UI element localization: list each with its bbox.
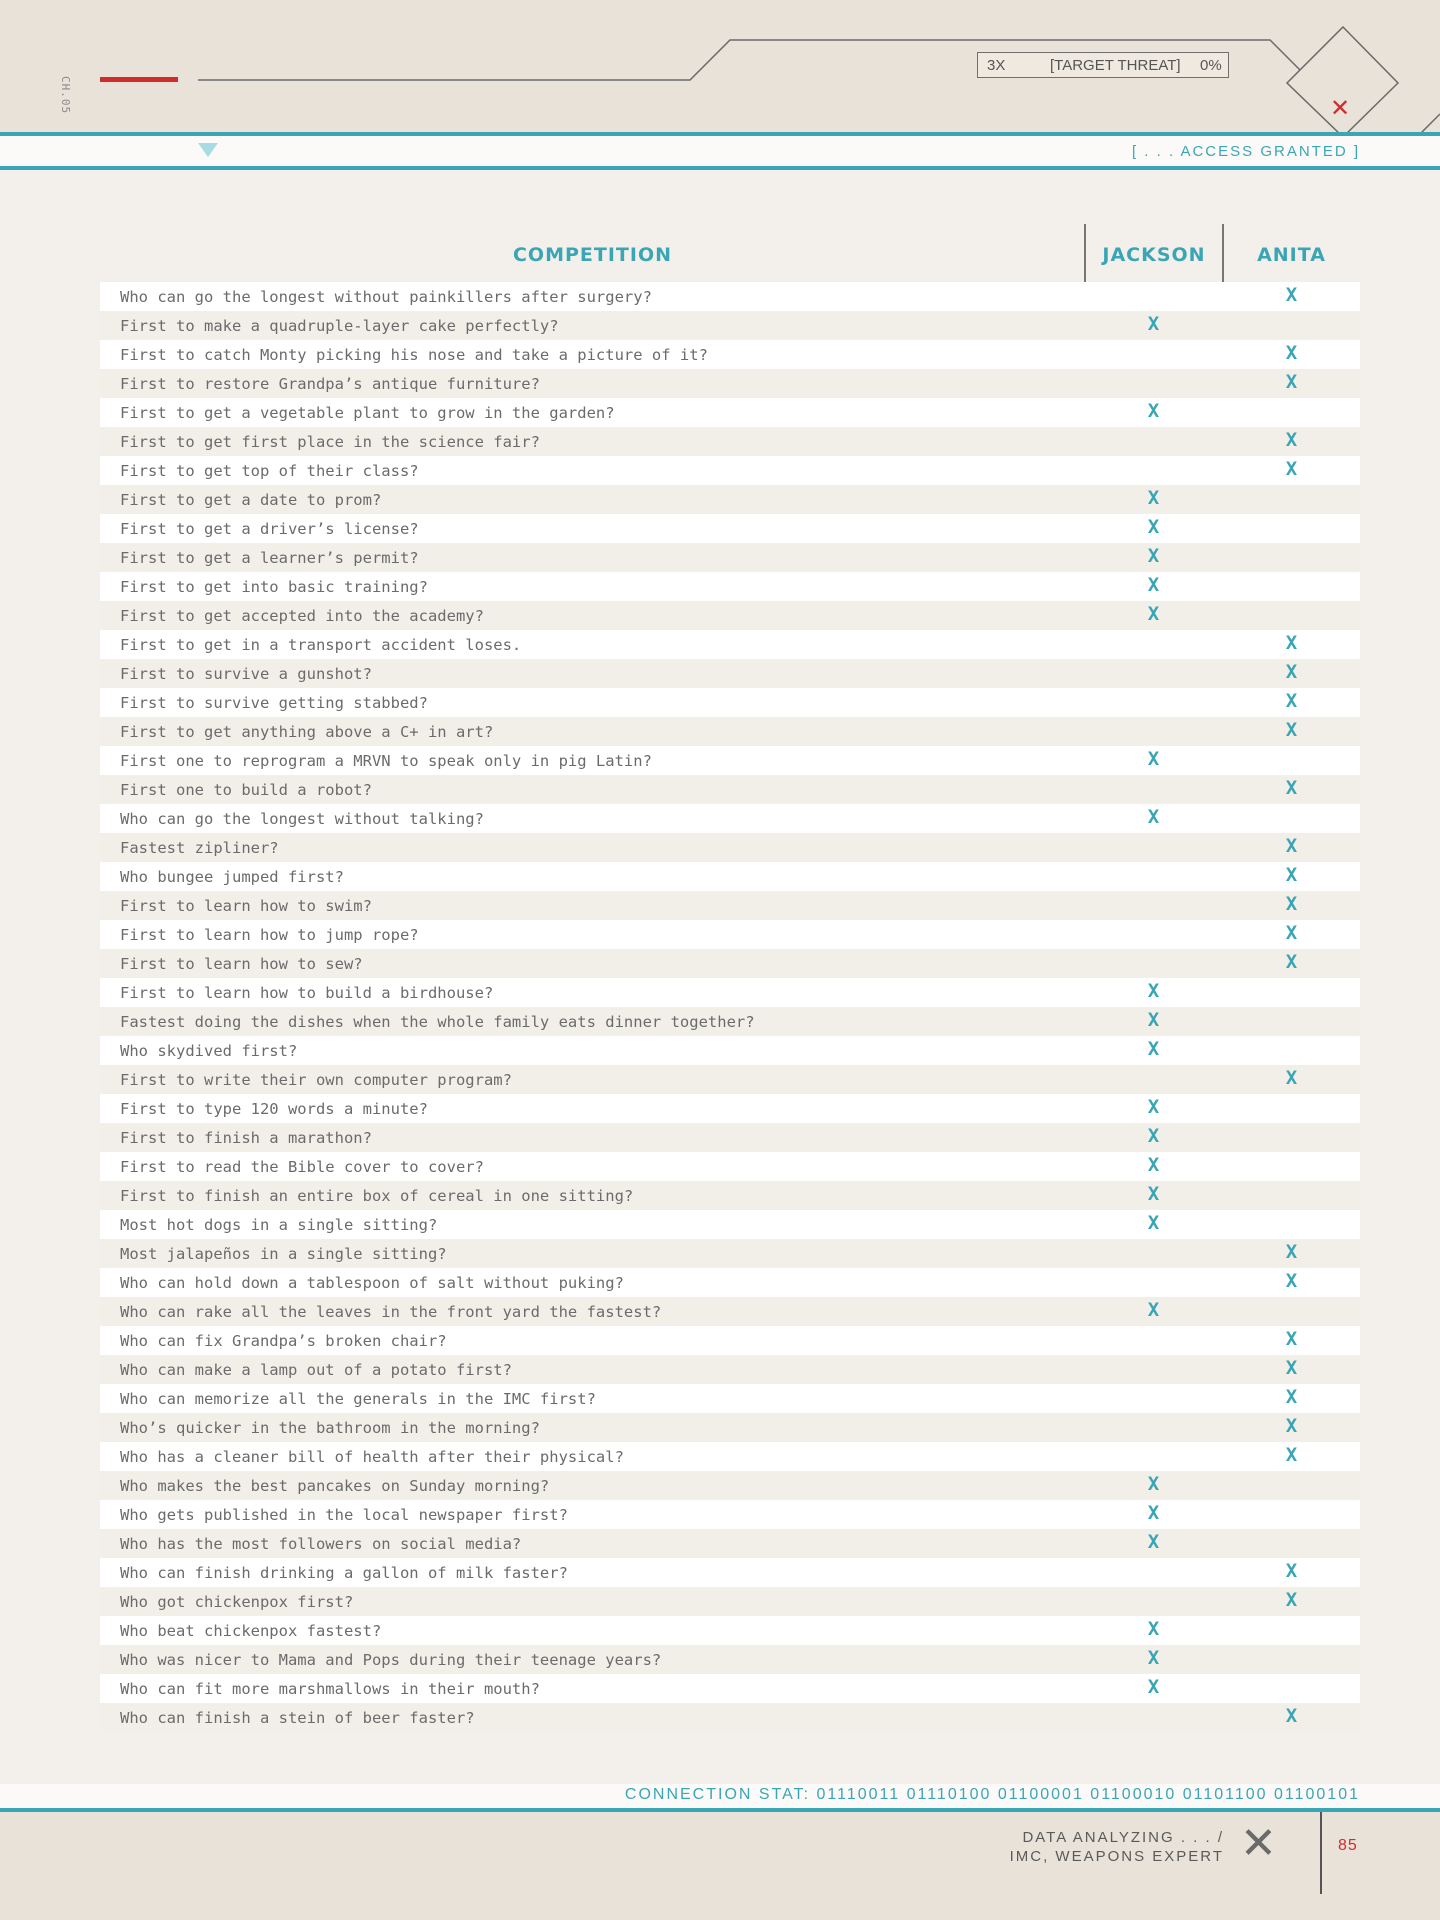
table-row [100, 862, 1360, 891]
competition-question: First to get a driver’s license? [120, 520, 419, 538]
table-row [100, 949, 1360, 978]
anita-mark: X [1285, 1444, 1298, 1466]
competition-question: First to read the Bible cover to cover? [120, 1158, 484, 1176]
competition-question: First one to reprogram a MRVN to speak only in pig Latin? [120, 752, 652, 770]
competition-question: Who can memorize all the generals in the IMC first? [120, 1390, 596, 1408]
accent-dash [100, 77, 178, 82]
anita-mark: X [1285, 1589, 1298, 1611]
footer-divider [1320, 1812, 1322, 1894]
table-row [100, 1442, 1360, 1471]
jackson-mark: X [1147, 1212, 1160, 1234]
anita-mark: X [1285, 1415, 1298, 1437]
table-row [100, 1384, 1360, 1413]
competition-question: First to write their own computer program? [120, 1071, 512, 1089]
anita-mark: X [1285, 893, 1298, 915]
table-row [100, 1500, 1360, 1529]
competition-question: First to get top of their class? [120, 462, 419, 480]
anita-mark: X [1285, 371, 1298, 393]
anita-mark: X [1285, 458, 1298, 480]
competition-question: First to type 120 words a minute? [120, 1100, 428, 1118]
competition-question: First to get into basic training? [120, 578, 428, 596]
competition-question: Most jalapeños in a single sitting? [120, 1245, 447, 1263]
competition-question: Who was nicer to Mama and Pops during their teenage years? [120, 1651, 662, 1669]
table-row [100, 1065, 1360, 1094]
anita-mark: X [1285, 284, 1298, 306]
competition-table [100, 224, 1360, 1732]
table-row [100, 456, 1360, 485]
table-row [100, 398, 1360, 427]
competition-question: Who can fit more marshmallows in their mouth? [120, 1680, 540, 1698]
competition-question: First to survive getting stabbed? [120, 694, 428, 712]
competition-question: First to learn how to jump rope? [120, 926, 419, 944]
competition-question: Who makes the best pancakes on Sunday morning? [120, 1477, 550, 1495]
table-row [100, 1326, 1360, 1355]
triangle-down-icon [198, 143, 218, 157]
competition-question: Who can rake all the leaves in the front yard the fastest? [120, 1303, 662, 1321]
jackson-mark: X [1147, 487, 1160, 509]
table-row [100, 717, 1360, 746]
table-row [100, 1210, 1360, 1239]
table-row [100, 282, 1360, 311]
competition-question: First to get accepted into the academy? [120, 607, 484, 625]
jackson-mark: X [1147, 1473, 1160, 1495]
table-body [100, 282, 1360, 1732]
x-logo-icon: ✕ [1240, 1818, 1277, 1869]
competition-question: First to get a learner’s permit? [120, 549, 419, 567]
table-row [100, 514, 1360, 543]
header-competition: COMPETITION [512, 244, 673, 266]
anita-mark: X [1285, 835, 1298, 857]
chapter-label: CH.05 [59, 76, 72, 115]
table-row [100, 1152, 1360, 1181]
threat-multiplier: 3X [987, 56, 1006, 74]
header-rule-bottom [0, 166, 1440, 170]
competition-question: Who can hold down a tablespoon of salt without puking? [120, 1274, 624, 1292]
jackson-mark: X [1147, 1009, 1160, 1031]
anita-mark: X [1285, 632, 1298, 654]
table-row [100, 1123, 1360, 1152]
access-status: [ . . . ACCESS GRANTED ] [1131, 143, 1360, 160]
jackson-mark: X [1147, 1676, 1160, 1698]
anita-mark: X [1285, 1705, 1298, 1727]
jackson-mark: X [1147, 313, 1160, 335]
table-row [100, 746, 1360, 775]
table-row [100, 804, 1360, 833]
jackson-mark: X [1147, 748, 1160, 770]
table-row [100, 1239, 1360, 1268]
table-row [100, 920, 1360, 949]
jackson-mark: X [1147, 806, 1160, 828]
competition-question: First to learn how to build a birdhouse? [120, 984, 494, 1002]
anita-mark: X [1285, 342, 1298, 364]
jackson-mark: X [1147, 400, 1160, 422]
anita-mark: X [1285, 719, 1298, 741]
table-row [100, 1007, 1360, 1036]
threat-percent: 0% [1200, 56, 1222, 74]
competition-question: First to finish a marathon? [120, 1129, 372, 1147]
anita-mark: X [1285, 864, 1298, 886]
competition-question: First to finish an entire box of cereal in one sitting? [120, 1187, 634, 1205]
close-icon[interactable]: ✕ [1330, 94, 1351, 122]
table-row [100, 485, 1360, 514]
jackson-mark: X [1147, 545, 1160, 567]
competition-question: Who has a cleaner bill of health after their physical? [120, 1448, 624, 1466]
jackson-mark: X [1147, 1154, 1160, 1176]
table-row [100, 1558, 1360, 1587]
threat-label: [TARGET THREAT] [1050, 56, 1181, 74]
competition-question: Who can make a lamp out of a potato first? [120, 1361, 512, 1379]
jackson-mark: X [1147, 603, 1160, 625]
competition-question: First to get in a transport accident loses. [120, 636, 522, 654]
jackson-mark: X [1147, 1125, 1160, 1147]
header-jackson: JACKSON [1102, 244, 1206, 266]
table-row [100, 601, 1360, 630]
competition-question: Fastest doing the dishes when the whole family eats dinner together? [120, 1013, 755, 1031]
anita-mark: X [1285, 661, 1298, 683]
competition-question: First to get anything above a C+ in art? [120, 723, 494, 741]
jackson-mark: X [1147, 1096, 1160, 1118]
jackson-mark: X [1147, 1531, 1160, 1553]
competition-question: Who can go the longest without painkillers after surgery? [120, 288, 652, 306]
table-row [100, 1529, 1360, 1558]
connection-stat: CONNECTION STAT: 01110011 01110100 01100001 01100010 01101100 01100101 [624, 1786, 1360, 1803]
anita-mark: X [1285, 690, 1298, 712]
competition-question: Most hot dogs in a single sitting? [120, 1216, 438, 1234]
footer-line-2: IMC, WEAPONS EXPERT [1009, 1848, 1224, 1865]
anita-mark: X [1285, 1357, 1298, 1379]
table-row [100, 572, 1360, 601]
jackson-mark: X [1147, 1038, 1160, 1060]
competition-question: First one to build a robot? [120, 781, 372, 799]
footer-band [0, 1812, 1440, 1920]
table-row [100, 1674, 1360, 1703]
table-row [100, 1645, 1360, 1674]
jackson-mark: X [1147, 516, 1160, 538]
competition-question: First to get a date to prom? [120, 491, 382, 509]
table-row [100, 1413, 1360, 1442]
table-row [100, 891, 1360, 920]
table-row [100, 543, 1360, 572]
anita-mark: X [1285, 1067, 1298, 1089]
anita-mark: X [1285, 1386, 1298, 1408]
table-row [100, 1703, 1360, 1732]
competition-question: First to survive a gunshot? [120, 665, 372, 683]
anita-mark: X [1285, 922, 1298, 944]
table-row [100, 1297, 1360, 1326]
table-row [100, 1616, 1360, 1645]
table-row [100, 833, 1360, 862]
competition-question: Who skydived first? [120, 1042, 298, 1060]
jackson-mark: X [1147, 1183, 1160, 1205]
anita-mark: X [1285, 1328, 1298, 1350]
competition-question: Who bungee jumped first? [120, 868, 344, 886]
anita-mark: X [1285, 951, 1298, 973]
jackson-mark: X [1147, 1647, 1160, 1669]
competition-question: Who got chickenpox first? [120, 1593, 354, 1611]
table-row [100, 311, 1360, 340]
table-row [100, 688, 1360, 717]
anita-mark: X [1285, 777, 1298, 799]
competition-question: Who can finish a stein of beer faster? [120, 1709, 475, 1727]
anita-mark: X [1285, 429, 1298, 451]
table-row [100, 630, 1360, 659]
table-row [100, 775, 1360, 804]
anita-mark: X [1285, 1241, 1298, 1263]
footer-caption [1010, 1828, 1224, 1866]
competition-question: Who can finish drinking a gallon of milk faster? [120, 1564, 568, 1582]
header-anita: ANITA [1257, 244, 1326, 266]
jackson-mark: X [1147, 1299, 1160, 1321]
table-row [100, 1036, 1360, 1065]
table-row [100, 369, 1360, 398]
jackson-mark: X [1147, 980, 1160, 1002]
table-row [100, 1355, 1360, 1384]
competition-question: Who gets published in the local newspaper first? [120, 1506, 568, 1524]
table-row [100, 978, 1360, 1007]
table-row [100, 1587, 1360, 1616]
competition-question: Who can fix Grandpa’s broken chair? [120, 1332, 447, 1350]
table-row [100, 1181, 1360, 1210]
table-row [100, 1268, 1360, 1297]
table-header [100, 224, 1360, 282]
jackson-mark: X [1147, 574, 1160, 596]
table-row [100, 427, 1360, 456]
competition-question: First to learn how to swim? [120, 897, 372, 915]
competition-question: Fastest zipliner? [120, 839, 279, 857]
competition-question: Who can go the longest without talking? [120, 810, 484, 828]
competition-question: First to restore Grandpa’s antique furniture? [120, 375, 540, 393]
competition-question: First to make a quadruple-layer cake perfectly? [120, 317, 559, 335]
competition-question: First to catch Monty picking his nose and take a picture of it? [120, 346, 708, 364]
table-row [100, 1471, 1360, 1500]
table-row [100, 340, 1360, 369]
competition-question: Who’s quicker in the bathroom in the morning? [120, 1419, 540, 1437]
competition-question: First to learn how to sew? [120, 955, 363, 973]
anita-mark: X [1285, 1270, 1298, 1292]
table-row [100, 659, 1360, 688]
competition-question: First to get first place in the science fair? [120, 433, 540, 451]
jackson-mark: X [1147, 1502, 1160, 1524]
threat-indicator [977, 52, 1229, 78]
competition-question: Who beat chickenpox fastest? [120, 1622, 382, 1640]
table-row [100, 1094, 1360, 1123]
competition-question: Who has the most followers on social media? [120, 1535, 522, 1553]
jackson-mark: X [1147, 1618, 1160, 1640]
competition-question: First to get a vegetable plant to grow in the garden? [120, 404, 615, 422]
anita-mark: X [1285, 1560, 1298, 1582]
footer-line-1: DATA ANALYZING . . . / [1022, 1829, 1224, 1846]
page-number: 85 [1338, 1837, 1358, 1854]
